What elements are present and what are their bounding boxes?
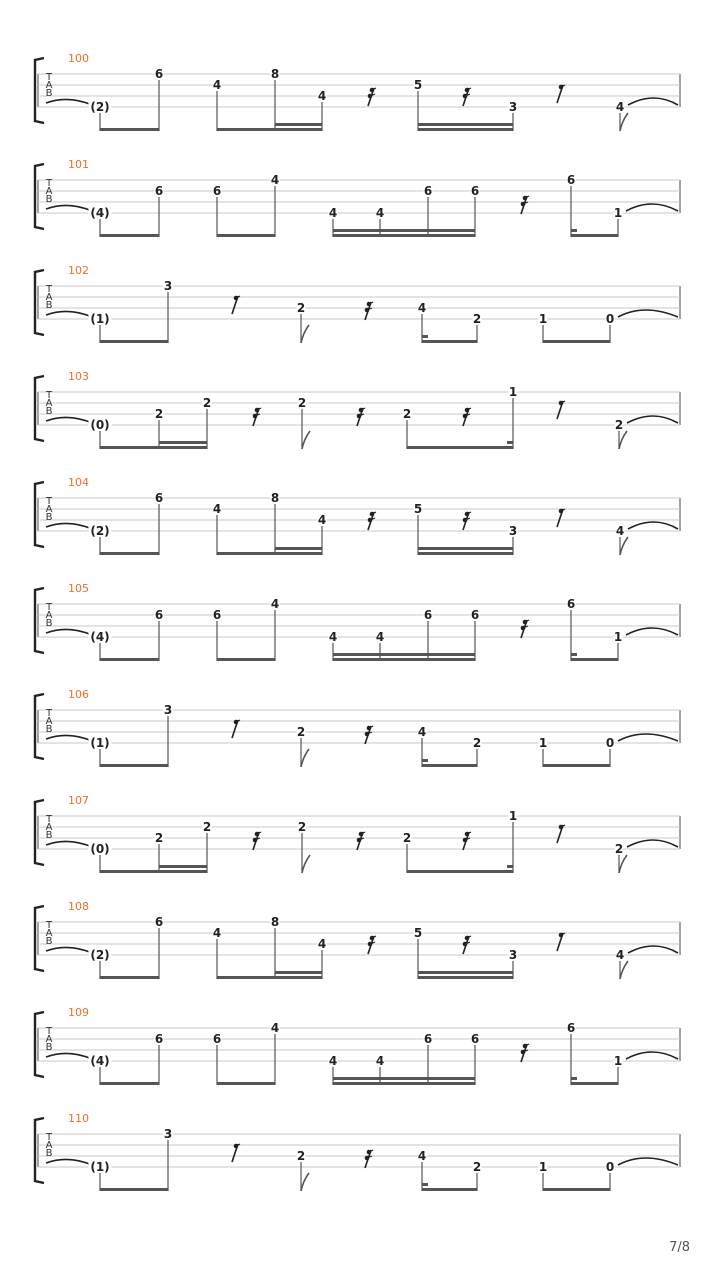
tab-clef-letter: A <box>45 186 53 197</box>
beam <box>418 547 513 550</box>
beam <box>418 128 513 131</box>
note-flag <box>620 113 628 131</box>
beam <box>217 234 275 237</box>
tie-arc <box>46 1053 92 1059</box>
note-flag <box>619 431 627 449</box>
fret-number: 5 <box>413 78 423 92</box>
measure-number: 109 <box>68 1006 89 1019</box>
sixteenth-rest <box>463 936 471 954</box>
beam <box>333 653 475 656</box>
tie-arc <box>626 628 678 635</box>
tie-arc <box>46 205 92 211</box>
beam <box>100 870 207 873</box>
beam <box>422 340 477 343</box>
fret-number: 8 <box>270 915 280 929</box>
tie-arc <box>46 99 92 105</box>
tab-clef-letter: A <box>45 80 53 91</box>
fret-number: 6 <box>566 597 576 611</box>
tab-clef-letter: A <box>45 1034 53 1045</box>
beam <box>217 1082 275 1085</box>
note-flag <box>619 855 627 873</box>
beam <box>543 1188 610 1191</box>
beam <box>422 335 428 338</box>
fret-number: 3 <box>163 279 173 293</box>
tie-arc <box>627 416 678 423</box>
tab-system <box>35 582 680 661</box>
beam <box>571 1082 618 1085</box>
beam <box>507 865 513 868</box>
tab-clef-letter: B <box>45 512 53 523</box>
beam <box>422 1188 477 1191</box>
note-flag <box>301 749 309 767</box>
fret-number: 1 <box>613 1054 623 1068</box>
tab-clef-letter: T <box>45 920 53 931</box>
fret-number: (2) <box>90 100 110 114</box>
beam <box>418 971 513 974</box>
eighth-rest <box>557 933 565 951</box>
sixteenth-rest <box>463 88 471 106</box>
tab-clef-letter: B <box>45 830 53 841</box>
system-bracket <box>35 906 44 971</box>
tie-arc <box>627 840 678 847</box>
tab-clef-letter: B <box>45 88 53 99</box>
fret-number: 6 <box>566 1021 576 1035</box>
fret-number: 6 <box>470 184 480 198</box>
fret-number: 4 <box>270 1021 280 1035</box>
fret-number: 4 <box>212 502 222 516</box>
tab-clef-letter: T <box>45 1026 53 1037</box>
page-indicator: 7/8 <box>669 1240 690 1255</box>
fret-number: 4 <box>212 78 222 92</box>
beam <box>100 128 159 131</box>
fret-number: 2 <box>297 820 307 834</box>
fret-number: 4 <box>328 1054 338 1068</box>
fret-number: 6 <box>154 184 164 198</box>
tab-clef-letter: A <box>45 928 53 939</box>
fret-number: 2 <box>402 831 412 845</box>
eighth-rest <box>557 509 565 527</box>
fret-number: 6 <box>154 608 164 622</box>
fret-number: 4 <box>317 513 327 527</box>
fret-number: 2 <box>472 736 482 750</box>
tie-arc <box>46 947 92 953</box>
system-bracket <box>35 588 44 653</box>
fret-number: 4 <box>375 206 385 220</box>
beam <box>275 547 322 550</box>
fret-number: 6 <box>154 1032 164 1046</box>
fret-number: 1 <box>538 736 548 750</box>
tab-system <box>35 688 680 767</box>
tab-clef-letter: B <box>45 1148 53 1159</box>
tie-arc <box>618 1158 678 1165</box>
tie-arc <box>626 1052 678 1059</box>
measure-number: 104 <box>68 476 89 489</box>
fret-number: 2 <box>472 312 482 326</box>
tab-system <box>35 1006 680 1085</box>
measure-number: 103 <box>68 370 89 383</box>
fret-number: 4 <box>270 173 280 187</box>
sixteenth-rest <box>365 1150 373 1168</box>
measure-number: 102 <box>68 264 89 277</box>
fret-number: 6 <box>470 608 480 622</box>
beam <box>100 552 159 555</box>
fret-number: (2) <box>90 524 110 538</box>
tab-clef-letter: T <box>45 284 53 295</box>
fret-number: (0) <box>90 842 110 856</box>
fret-number: 0 <box>605 1160 615 1174</box>
fret-number: 2 <box>472 1160 482 1174</box>
beam <box>407 446 513 449</box>
fret-number: 8 <box>270 67 280 81</box>
measure-number: 108 <box>68 900 89 913</box>
tab-system <box>35 370 680 449</box>
fret-number: 4 <box>317 89 327 103</box>
beam <box>217 658 275 661</box>
tie-arc <box>628 522 678 529</box>
fret-number: 2 <box>296 725 306 739</box>
beam <box>275 123 322 126</box>
beam <box>159 441 207 444</box>
sixteenth-rest <box>368 936 376 954</box>
tab-clef-letter: A <box>45 716 53 727</box>
fret-number: 4 <box>317 937 327 951</box>
tab-clef-letter: B <box>45 1042 53 1053</box>
sixteenth-rest <box>368 512 376 530</box>
tab-clef-letter: T <box>45 708 53 719</box>
beam <box>418 123 513 126</box>
tab-system <box>35 476 680 555</box>
fret-number: 2 <box>202 820 212 834</box>
tab-clef-letter: T <box>45 602 53 613</box>
fret-number: 2 <box>296 301 306 315</box>
fret-number: 3 <box>508 948 518 962</box>
fret-number: 4 <box>270 597 280 611</box>
beam <box>217 552 322 555</box>
tab-clef-letter: A <box>45 822 53 833</box>
tab-clef-letter: B <box>45 194 53 205</box>
beam <box>571 229 577 232</box>
fret-number: 4 <box>615 948 625 962</box>
fret-number: 8 <box>270 491 280 505</box>
fret-number: 6 <box>212 184 222 198</box>
tie-arc <box>46 417 92 423</box>
beam <box>507 441 513 444</box>
fret-number: (1) <box>90 312 110 326</box>
tab-clef-letter: A <box>45 504 53 515</box>
sixteenth-rest <box>357 408 365 426</box>
tie-arc <box>628 946 678 953</box>
note-flag <box>302 431 310 449</box>
fret-number: 2 <box>614 842 624 856</box>
fret-number: 6 <box>423 1032 433 1046</box>
fret-number: 6 <box>423 608 433 622</box>
beam <box>333 1082 475 1085</box>
tab-clef-letter: T <box>45 390 53 401</box>
sixteenth-rest <box>521 196 529 214</box>
tab-clef-letter: B <box>45 936 53 947</box>
fret-number: 6 <box>154 491 164 505</box>
beam <box>407 870 513 873</box>
fret-number: 3 <box>508 524 518 538</box>
beam <box>100 340 168 343</box>
tab-system <box>35 900 680 979</box>
beam <box>100 1188 168 1191</box>
sixteenth-rest <box>521 620 529 638</box>
measure-number: 100 <box>68 52 89 65</box>
fret-number: 4 <box>328 630 338 644</box>
tab-clef-letter: B <box>45 406 53 417</box>
fret-number: 4 <box>417 301 427 315</box>
system-bracket <box>35 800 44 865</box>
sixteenth-rest <box>368 88 376 106</box>
beam <box>571 234 618 237</box>
fret-number: 1 <box>538 1160 548 1174</box>
fret-number: 6 <box>566 173 576 187</box>
eighth-rest <box>232 1144 240 1162</box>
fret-number: 1 <box>508 809 518 823</box>
beam <box>418 552 513 555</box>
tie-arc <box>46 311 92 317</box>
tie-arc <box>626 204 678 211</box>
tab-clef-letter: T <box>45 178 53 189</box>
beam <box>275 971 322 974</box>
tie-arc <box>618 310 678 317</box>
fret-number: 6 <box>212 608 222 622</box>
fret-number: 6 <box>154 67 164 81</box>
fret-number: 1 <box>538 312 548 326</box>
fret-number: 3 <box>163 703 173 717</box>
fret-number: 6 <box>212 1032 222 1046</box>
eighth-rest <box>232 296 240 314</box>
tab-clef-letter: T <box>45 1132 53 1143</box>
note-flag <box>620 961 628 979</box>
sixteenth-rest <box>253 832 261 850</box>
tie-arc <box>628 98 678 105</box>
fret-number: (1) <box>90 736 110 750</box>
eighth-rest <box>557 85 565 103</box>
fret-number: 2 <box>297 396 307 410</box>
fret-number: (4) <box>90 1054 110 1068</box>
beam <box>422 759 428 762</box>
fret-number: 1 <box>508 385 518 399</box>
fret-number: 3 <box>163 1127 173 1141</box>
measure-number: 106 <box>68 688 89 701</box>
tie-arc <box>46 841 92 847</box>
sixteenth-rest <box>521 1044 529 1062</box>
fret-number: (1) <box>90 1160 110 1174</box>
tab-clef-letter: A <box>45 292 53 303</box>
tab-clef-letter: T <box>45 496 53 507</box>
tie-arc <box>46 1159 92 1165</box>
beam <box>543 340 610 343</box>
tie-arc <box>618 734 678 741</box>
tie-arc <box>46 523 92 529</box>
fret-number: (4) <box>90 206 110 220</box>
beam <box>571 1077 577 1080</box>
note-flag <box>301 1173 309 1191</box>
note-flag <box>301 325 309 343</box>
beam <box>418 976 513 979</box>
fret-number: 0 <box>605 736 615 750</box>
fret-number: 2 <box>154 831 164 845</box>
fret-number: 4 <box>328 206 338 220</box>
beam <box>100 658 159 661</box>
tab-system <box>35 1112 680 1191</box>
system-bracket <box>35 1118 44 1183</box>
fret-number: 2 <box>402 407 412 421</box>
system-bracket <box>35 376 44 441</box>
beam <box>543 764 610 767</box>
beam <box>100 1082 159 1085</box>
fret-number: (0) <box>90 418 110 432</box>
tab-clef-letter: T <box>45 72 53 83</box>
eighth-rest <box>232 720 240 738</box>
system-bracket <box>35 58 44 123</box>
fret-number: 0 <box>605 312 615 326</box>
fret-number: 3 <box>508 100 518 114</box>
fret-number: 1 <box>613 630 623 644</box>
fret-number: 6 <box>470 1032 480 1046</box>
fret-number: 6 <box>154 915 164 929</box>
tab-clef-letter: T <box>45 814 53 825</box>
beam <box>333 658 475 661</box>
beam <box>100 976 159 979</box>
measure-number: 110 <box>68 1112 89 1125</box>
tab-clef-letter: B <box>45 300 53 311</box>
fret-number: 4 <box>375 630 385 644</box>
tab-clef-letter: A <box>45 610 53 621</box>
note-flag <box>620 537 628 555</box>
tab-clef-letter: A <box>45 398 53 409</box>
tie-arc <box>46 629 92 635</box>
tab-system <box>35 158 680 237</box>
beam <box>571 653 577 656</box>
fret-number: 2 <box>202 396 212 410</box>
beam <box>571 658 618 661</box>
beam <box>217 976 322 979</box>
measure-number: 107 <box>68 794 89 807</box>
beam <box>100 234 159 237</box>
beam <box>100 446 207 449</box>
fret-number: 2 <box>614 418 624 432</box>
fret-number: 4 <box>417 725 427 739</box>
fret-number: 2 <box>296 1149 306 1163</box>
beam <box>159 865 207 868</box>
fret-number: 4 <box>615 524 625 538</box>
tie-arc <box>46 735 92 741</box>
beam <box>333 229 475 232</box>
beam <box>422 764 477 767</box>
sixteenth-rest <box>463 512 471 530</box>
tab-system <box>35 794 680 873</box>
tab-clef-letter: B <box>45 724 53 735</box>
fret-number: 4 <box>375 1054 385 1068</box>
system-bracket <box>35 482 44 547</box>
fret-number: 5 <box>413 502 423 516</box>
beam <box>217 128 322 131</box>
measure-number: 105 <box>68 582 89 595</box>
sixteenth-rest <box>253 408 261 426</box>
sixteenth-rest <box>463 832 471 850</box>
sixteenth-rest <box>463 408 471 426</box>
measure-number: 101 <box>68 158 89 171</box>
fret-number: 4 <box>615 100 625 114</box>
fret-number: 1 <box>613 206 623 220</box>
beam <box>333 234 475 237</box>
system-bracket <box>35 1012 44 1077</box>
system-bracket <box>35 270 44 335</box>
sixteenth-rest <box>365 302 373 320</box>
fret-number: 4 <box>417 1149 427 1163</box>
fret-number: 4 <box>212 926 222 940</box>
system-bracket <box>35 694 44 759</box>
tab-system <box>35 264 680 343</box>
beam <box>333 1077 475 1080</box>
sixteenth-rest <box>365 726 373 744</box>
beam <box>100 764 168 767</box>
tab-system <box>35 52 680 131</box>
system-bracket <box>35 164 44 229</box>
fret-number: 2 <box>154 407 164 421</box>
note-flag <box>302 855 310 873</box>
fret-number: 6 <box>423 184 433 198</box>
fret-number: (4) <box>90 630 110 644</box>
sixteenth-rest <box>357 832 365 850</box>
tab-clef-letter: A <box>45 1140 53 1151</box>
beam <box>422 1183 428 1186</box>
tab-clef-letter: B <box>45 618 53 629</box>
fret-number: (2) <box>90 948 110 962</box>
fret-number: 5 <box>413 926 423 940</box>
